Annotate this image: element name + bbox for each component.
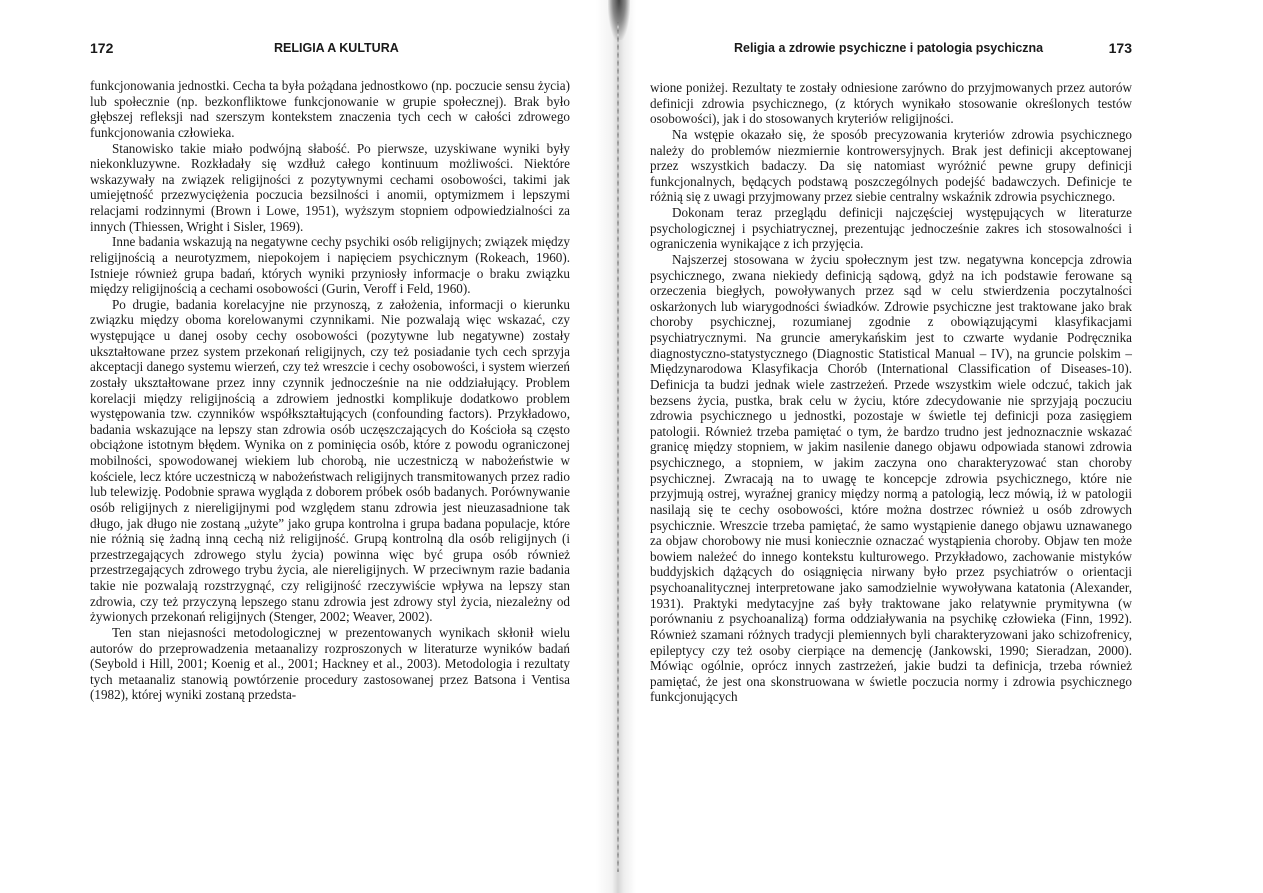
right-page-number: 173	[1108, 40, 1132, 56]
right-page	[650, 0, 1132, 893]
right-paragraph-1: wione poniżej. Rezultaty te zostały odniesione zarówno do przyjmowanych przez autorów definicji zdrowia psychicznego, (z których wynikało stosowanie określonych testów osobowości), jak i do stosowanych kryteriów religijności.	[650, 80, 1132, 127]
left-running-header	[90, 40, 570, 60]
left-paragraph-2: Stanowisko takie miało podwójną słabość. Po pierwsze, uzyskiwane wyniki były niekonkluzywne. Rozkładały się wzdłuż całego kontinuum możliwości. Niektóre wskazywały na związek religijności z pozytywnymi cechami osobowości, takimi jak umiejętność przezwyciężenia poczucia bezsilności i anomii, optymizmem i lepszymi relacjami rodzinnymi (Brown i Lowe, 1951), wyższym stopniem odpowiedzialności za innych (Thiessen, Wright i Sisler, 1969).	[90, 140, 570, 234]
left-paragraph-3: Inne badania wskazują na negatywne cechy psychiki osób religijnych; związek między religijnością a neurotyzmem, niepokojem i napięciem psychicznym (Rokeach, 1960). Istnieje również grupa badań, których wyniki przyniosły informacje o braku związku między religijnością a cechami osobowości (Gurin, Veroff i Feld, 1960).	[90, 234, 570, 297]
left-paragraph-4: Po drugie, badania korelacyjne nie przynoszą, z założenia, informacji o kierunku związku między oboma korelowanymi czynnikami. Nie pozwalają więc wskazać, czy występujące u danej osoby cechy osobowości (pozytywne lub negatywne) zostały ukształtowane przez system przekonań religijnych, czy też posiadanie tych cech sprzyja akceptacji danego systemu wierzeń, czy też wreszcie i cechy osobowości, i system wierzeń zostały ukształtowane przez inny czynnik jednocześnie na nie oddziałujący. Problem korelacji między religijnością a zdrowiem jednostki komplikuje dodatkowo problem występowania tzw. czynników współkształtujących (confounding factors). Przykładowo, badania wskazujące na lepszy stan zdrowia osób uczęszczających do Kościoła są często obciążone istotnym błędem. Wynika on z pominięcia osób, które z powodu ograniczonej mobilności, spowodowanej wiekiem lub chorobą, nie uczestniczą w nabożeństwie w kościele, lecz które uczestniczą w nabożeństwach religijnych transmitowanych przez radio lub telewizję. Podobnie sprawa wygląda z doborem próbek osób badanych. Porównywanie osób religijnych z niereligijnymi pod względem stanu zdrowia jest nieuzasadnione tak długo, jak długo nie zostaną „użyte” jako grupa kontrolna i grupa badana populacje, które nie różnią się żadną inną cechą niż religijność. Grupą kontrolną dla osób religijnych (i przestrzegających zdrowego stylu życia) powinna więc być grupa osób również przestrzegających zdrowego trybu życia, ale niereligijnych. W przeciwnym razie badania takie nie pozwalają rozstrzygnąć, czy religijność rzeczywiście wpływa na lepszy stan zdrowia, czy też przyczyną lepszego stanu zdrowia jest zdrowy styl życia, niezależny od żywionych przekonań religijnych (Stenger, 2002; Weaver, 2002).	[90, 296, 570, 625]
book-gutter	[596, 0, 636, 893]
left-page-number: 172	[90, 40, 114, 56]
left-body-text	[90, 78, 570, 703]
right-body-text	[650, 80, 1132, 705]
left-page	[90, 0, 570, 893]
right-paragraph-3: Dokonam teraz przeglądu definicji najczęściej występujących w literaturze psychologicznej i psychiatrycznej, prezentując jednocześnie zakres ich stosowalności i ograniczenia wynikające z ich przyjęcia.	[650, 205, 1132, 252]
left-paragraph-5: Ten stan niejasności metodologicznej w prezentowanych wynikach skłonił wielu autorów do przeprowadzenia metaanalizy rozproszonych w literaturze wyników badań (Seybold i Hill, 2001; Koenig et al., 2001; Hackney et al., 2003). Metodologia i rezultaty tych metaanaliz stanowią powtórzenie procedury zastosowanej przez Batsona i Ventisa (1982), której wyniki zostaną przedsta-	[90, 624, 570, 703]
gutter-spine-line	[617, 22, 619, 872]
left-running-title: RELIGIA A KULTURA	[274, 41, 399, 55]
right-paragraph-2: Na wstępie okazało się, że sposób precyzowania kryteriów zdrowia psychicznego należy do problemów niezmiernie kontrowersyjnych. Brak jest definicji akceptowanej przez wszystkich badaczy. Da się natomiast wyróżnić pewne grupy definicji funkcjonalnych, będących podstawą poszczególnych podejść badawczych. Definicje te różnią się z uwagi przyjmowany przez siebie centralny wskaźnik zdrowia psychicznego.	[650, 126, 1132, 205]
right-running-header	[650, 40, 1132, 60]
right-paragraph-4: Najszerzej stosowana w życiu społecznym jest tzw. negatywna koncepcja zdrowia psychicznego, zwana niekiedy definicją sądową, gdyż na ich podstawie ferowane są orzeczenia biegłych, powoływanych przez sąd w celu stwierdzenia poczytalności oskarżonych lub wiarygodności świadków. Zdrowie psychiczne jest traktowane jako brak choroby psychicznej, rozumianej zgodnie z obowiązującymi klasyfikacjami psychiatrycznymi. Na gruncie amerykańskim jest to czwarte wydanie Podręcznika diagnostyczno-statystycznego (Diagnostic Statistical Manual – IV), na gruncie polskim – Międzynarodowa Klasyfikacja Chorób (International Classification of Diseases-10). Definicja ta budzi jednak wiele zastrzeżeń. Przede wszystkim wiele odczuć, takich jak bezsens życia, pustka, brak celu w życiu, które zdecydowanie nie sprzyjają poczuciu zdrowia psychicznego u jednostki, pozostaje w świetle tej definicji poza zasięgiem patologii. Również trzeba pamiętać o tym, że bardzo trudno jest jednoznacznie wskazać granicę między stopniem, w jakim nasilenie danego objawu odpowiada stanowi zdrowia psychicznego, a stopniem, w jakim zaczyna ono charakteryzować stan choroby psychicznej. Zwracają na to uwagę te koncepcje zdrowia psychicznego, które nie przyjmują ostrej, wyraźnej granicy między normą a patologią, lecz mówią, iż w patologii nasilają się te cechy osobowości, które można dostrzec również u osób zdrowych psychicznie. Wreszcie trzeba pamiętać, że samo wystąpienie danego objawu uznawanego za objaw chorobowy nie musi koniecznie oznaczać wystąpienia choroby. Objaw ten może bowiem należeć do innego kontekstu kulturowego. Przykładowo, zachowanie mistyków buddyjskich dążących do osiągnięcia nirwany było przez psychiatrów o orientacji psychoanalitycznej interpretowane jako samodzielnie wywoływana katatonia (Alexander, 1931). Praktyki medytacyjne zaś były traktowane jako relatywnie prymitywna (w porównaniu z psychoanalizą) forma oddziaływania na psychikę człowieka (Finn, 1992). Również szamani różnych tradycji plemiennych byli charakteryzowani jako schizofrenicy, epileptycy czy też osoby cierpiące na demencję (Jankowski, 1990; Sieradzan, 2000). Mówiąc ogólnie, oprócz innych zastrzeżeń, jakie budzi ta definicja, trzeba również pamiętać, że jest ona skonstruowana w świetle poczucia normy i zdrowia psychicznego funkcjonujących	[650, 251, 1132, 705]
gutter-binding-shadow	[608, 0, 630, 40]
right-running-title: Religia a zdrowie psychiczne i patologia psychiczna	[734, 41, 1044, 55]
left-paragraph-1: funkcjonowania jednostki. Cecha ta była pożądana jednostkowo (np. poczucie sensu życia) lub społecznie (np. bezkonfliktowe funkcjonowanie w grupie społecznej). Brak było głębszej refleksji nad szerszym kontekstem znaczenia tych cech w całości zdrowego funkcjonowania człowieka.	[90, 78, 570, 140]
